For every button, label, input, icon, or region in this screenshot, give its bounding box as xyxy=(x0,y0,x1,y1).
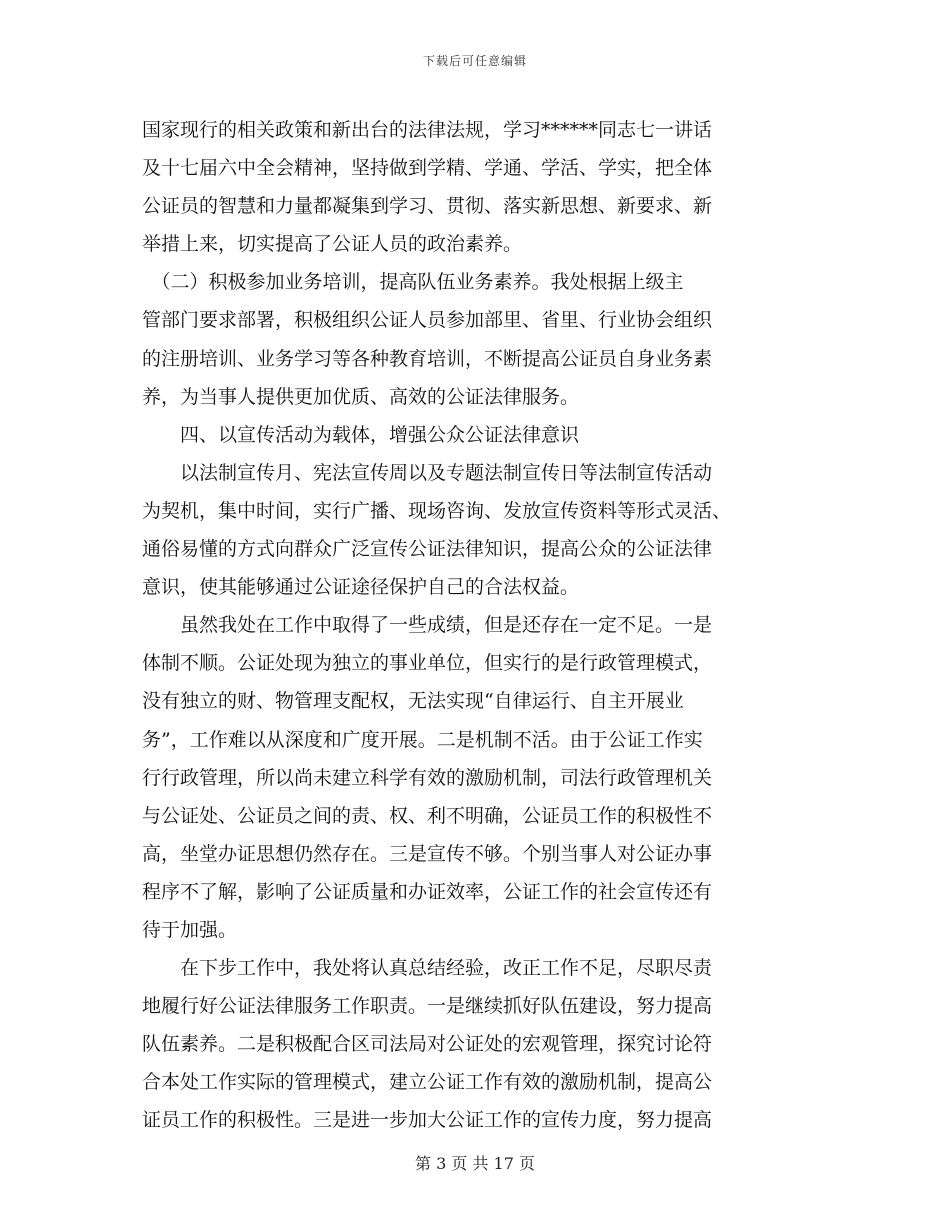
text-line: 体制不顺。公证处现为独立的事业单位，但实行的是行政管理模式， xyxy=(142,652,713,675)
text-line: 行行政管理，所以尚未建立科学有效的激励机制，司法行政管理机关 xyxy=(142,766,713,789)
text-line: 及十七届六中全会精神，坚持做到学精、学通、学活、学实，把全体 xyxy=(142,157,713,180)
text-line: 队伍素养。二是积极配合区司法局对公证处的宏观管理，探究讨论符 xyxy=(142,1033,713,1056)
text-line: 以法制宣传月、宪法宣传周以及专题法制宣传日等法制宣传活动 xyxy=(142,461,713,484)
text-line: 养，为当事人提供更加优质、高效的公证法律服务。 xyxy=(142,385,580,408)
text-line: 虽然我处在工作中取得了一些成绩，但是还存在一定不足。一是 xyxy=(142,614,713,637)
page-number: 第 3 页 共 17 页 xyxy=(415,1154,535,1173)
text-line: 证员工作的积极性。三是进一步加大公证工作的宣传力度，努力提高 xyxy=(142,1109,713,1132)
page-header: 下载后可任意编辑 xyxy=(422,54,527,68)
text-line: 合本处工作实际的管理模式，建立公证工作有效的激励机制，提高公 xyxy=(142,1071,713,1094)
text-line: 高，坐堂办证思想仍然存在。三是宣传不够。个别当事人对公证办事 xyxy=(142,842,713,865)
text-line: 为契机，集中时间，实行广播、现场咨询、发放宣传资料等形式灵活、 xyxy=(142,499,732,522)
text-line: 待于加强。 xyxy=(142,918,238,941)
text-line: 国家现行的相关政策和新出台的法律法规，学习******同志七一讲话 xyxy=(142,119,713,141)
document-body xyxy=(142,111,802,1140)
text-line: 通俗易懂的方式向群众广泛宣传公证法律知识，提高公众的公证法律 xyxy=(142,538,713,561)
text-line: （二）积极参加业务培训，提高队伍业务素养。我处根据上级主 xyxy=(142,271,684,294)
text-line: 的注册培训、业务学习等各种教育培训，不断提高公证员自身业务素 xyxy=(142,347,713,370)
text-line: 程序不了解，影响了公证质量和办证效率，公证工作的社会宣传还有 xyxy=(142,880,713,903)
text-line: 与公证处、公证员之间的责、权、利不明确，公证员工作的积极性不 xyxy=(142,804,713,827)
text-line: 地履行好公证法律服务工作职责。一是继续抓好队伍建设，努力提高 xyxy=(142,995,713,1018)
text-line: 在下步工作中，我处将认真总结经验，改正工作不足，尽职尽责 xyxy=(142,957,713,980)
text-line: 务”，工作难以从深度和广度开展。二是机制不活。由于公证工作实 xyxy=(142,728,703,751)
text-line: 举措上来，切实提高了公证人员的政治素养。 xyxy=(142,233,523,256)
text-line: 没有独立的财、物管理支配权，无法实现“自律运行、自主开展业 xyxy=(142,690,684,713)
text-line: 公证员的智慧和力量都凝集到学习、贯彻、落实新思想、新要求、新 xyxy=(142,195,713,218)
text-line: 四、以宣传活动为载体，增强公众公证法律意识 xyxy=(142,423,580,446)
text-line: 意识，使其能够通过公证途径保护自己的合法权益。 xyxy=(142,576,580,599)
text-line: 管部门要求部署，积极组织公证人员参加部里、省里、行业协会组织 xyxy=(142,309,713,332)
